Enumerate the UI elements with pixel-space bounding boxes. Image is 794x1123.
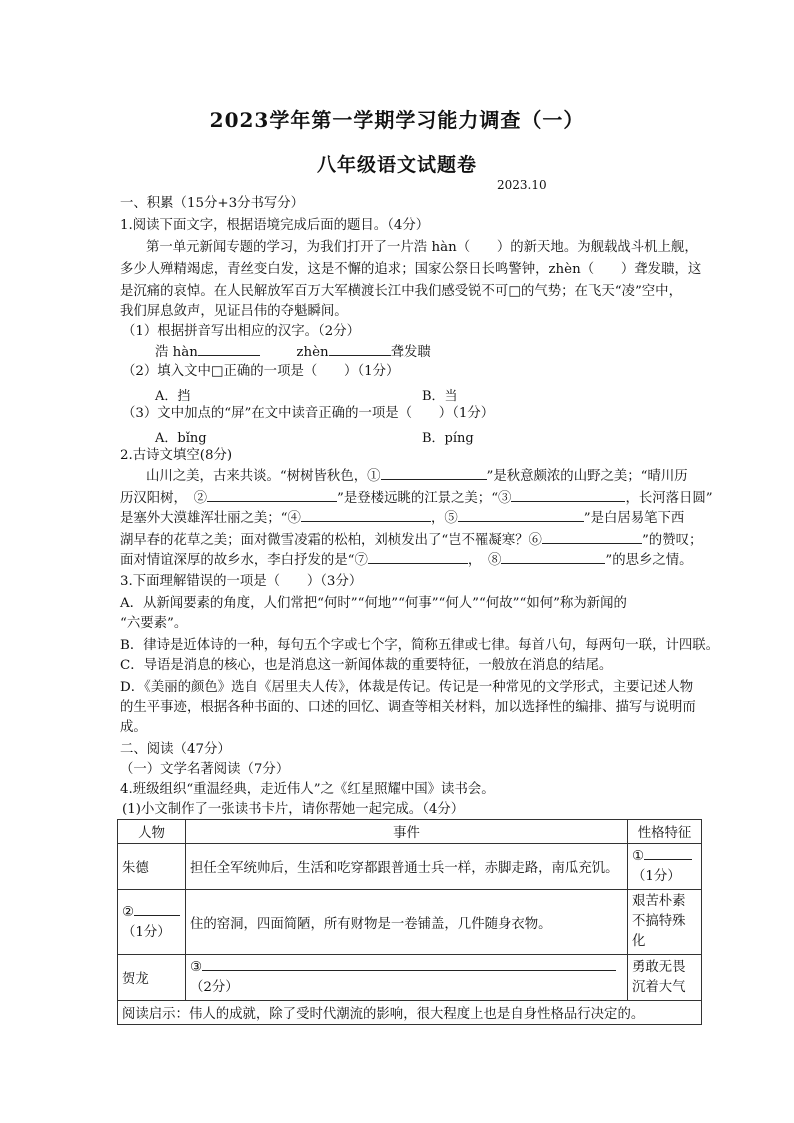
cell-trait: ① （1分） — [628, 844, 702, 890]
q1-stem: 1.阅读下面文字，根据语境完成后面的题目。（4分） — [120, 218, 430, 233]
table-footer-row — [118, 1001, 702, 1025]
q1-sub1-b-label: zhèn — [296, 345, 329, 360]
exam-date: 2023.10 — [497, 178, 547, 192]
answer-blank-1[interactable] — [644, 846, 692, 860]
q1-sub1: （1）根据拼音写出相应的汉字。（2分） — [122, 324, 360, 339]
cell-trait: 艰苦朴素 不搞特殊 化 — [628, 890, 702, 955]
cell-event: 住的窑洞，四面简陋，所有财物是一卷铺盖，几件随身衣物。 — [186, 890, 628, 955]
answer-blank-3[interactable] — [202, 957, 616, 971]
q1-sub3: （3）文中加点的“屏”在文中读音正确的一项是（ ）（1分） — [122, 406, 495, 421]
q1-sub1-answer-row — [155, 342, 431, 363]
q1-passage-line: 我们屏息敛声，见证吕伟的夺魁瞬间。 — [120, 304, 348, 319]
q3-stem: 3.下面理解错误的一项是（ ）（3分） — [120, 574, 363, 589]
q1-sub2-option-a[interactable]: A．挡 — [155, 389, 191, 404]
q4-stem: 4.班级组织“重温经典，走近伟人”之《红星照耀中国》读书会。 — [120, 782, 495, 797]
header-person: 人物 — [118, 820, 186, 844]
q1-sub1-a-label: 浩 hàn — [155, 345, 198, 360]
reading-insight: 阅读启示：伟人的成就，除了受时代潮流的影响，很大程度上也是自身性格品行决定的。 — [118, 1001, 702, 1025]
cell-event: ③ （2分） — [186, 955, 628, 1001]
exam-subtitle: 八年级语文试题卷 — [316, 154, 477, 176]
q1-sub2: （2）填入文中□正确的一项是（ ）（1分） — [122, 364, 400, 379]
q3-option-line: B．律诗是近体诗的一种，每句五个字或七个字，简称五律或七律。每首八句，每两句一联，计四联。 — [120, 638, 720, 653]
q2-blank-1[interactable] — [381, 466, 487, 480]
q1-sub1-b-blank[interactable] — [329, 342, 391, 356]
q1-sub2-option-b[interactable]: B．当 — [422, 389, 458, 404]
q2-blank-4[interactable] — [301, 508, 431, 522]
q2-blank-8[interactable] — [501, 550, 605, 564]
cell-name: 贺龙 — [118, 955, 186, 1001]
q2-line: 是塞外大漠雄浑壮丽之美；“④ ，⑤ ”是白居易笔下西 — [120, 508, 684, 529]
q3-option-line: C．导语是消息的核心，也是消息这一新闻体裁的重要特征，一般放在消息的结尾。 — [120, 658, 613, 673]
q1-sub3-option-a[interactable]: A．bǐng — [155, 431, 207, 446]
q2-blank-3[interactable] — [511, 488, 625, 502]
q2-blank-6[interactable] — [542, 530, 642, 544]
cell-name: 朱德 — [118, 844, 186, 890]
q4-sub1: (1)小文制作了一张读书卡片，请你帮她一起完成。（4分） — [122, 802, 465, 817]
q3-option-line: 的生平事迹，根据各种书面的、口述的回忆、调查等相关材料，加以选择性的编排、描写与说明而 — [120, 700, 696, 715]
exam-title: 2023学年第一学期学习能力调查（一） — [209, 108, 585, 132]
q2-stem: 2.古诗文填空(8分) — [120, 448, 233, 463]
table-row — [118, 844, 702, 890]
q1-sub1-b-suffix: 聋发聩 — [390, 345, 431, 360]
q1-sub1-a-blank[interactable] — [198, 342, 260, 356]
header-trait: 性格特征 — [628, 820, 702, 844]
cell-event: 担任全军统帅后，生活和吃穿都跟普通士兵一样，赤脚走路，南瓜充饥。 — [186, 844, 628, 890]
q2-blank-2[interactable] — [207, 488, 337, 502]
q2-line: 历汉阳树， ② ”是登楼远眺的江景之美；“③ ，长河落日圆” — [120, 488, 713, 509]
q2-blank-7[interactable] — [368, 550, 468, 564]
section1-heading: 一、积累（15分+3分书写分） — [120, 196, 305, 211]
section2-heading: 二、阅读（47分） — [120, 742, 231, 757]
q2-blank-5[interactable] — [458, 508, 584, 522]
q1-passage-line: 第一单元新闻专题的学习，为我们打开了一片浩 hàn（ ）的新天地。为舰载战斗机上舰， — [146, 240, 698, 255]
answer-blank-2[interactable] — [134, 902, 180, 916]
cell-name: ② （1分） — [118, 890, 186, 955]
q2-line: 面对情谊深厚的故乡水，李白抒发的是“⑦ ， ⑧ ”的思乡之情。 — [120, 550, 693, 571]
table-header-row — [118, 820, 702, 844]
header-event: 事件 — [186, 820, 628, 844]
q3-option-line: D．《美丽的颜色》选自《居里夫人传》，体裁是传记。传记是一种常见的文学形式，主要记述人物 — [120, 680, 694, 695]
q1-passage-line: 多少人殚精竭虑，青丝变白发，这是不懈的追求；国家公祭日长鸣警钟，zhèn（ ）聋发聩，这 — [120, 262, 702, 277]
q1-passage-line: 是沉痛的哀悼。在人民解放军百万大军横渡长江中我们感受锐不可□的气势；在飞天“凌”空中， — [120, 284, 682, 299]
q3-option-line: A．从新闻要素的角度，人们常把“何时”“何地”“何事”“何人”“何故”“如何”称为新闻的 — [120, 596, 627, 611]
q3-option-line: “六要素”。 — [120, 616, 188, 631]
reading-card-table — [117, 819, 702, 1025]
cell-trait: 勇敢无畏 沉着大气 — [628, 955, 702, 1001]
section2-part1: （一）文学名著阅读（7分） — [120, 762, 290, 777]
q1-sub3-option-b[interactable]: B．píng — [422, 431, 474, 446]
q2-line: 山川之美，古来共谈。“树树皆秋色，① ”是秋意颇浓的山野之美；“晴川历 — [146, 466, 688, 487]
q3-option-line: 成。 — [120, 720, 147, 735]
table-row — [118, 955, 702, 1001]
q2-line: 湖早春的花草之美；面对微雪凌霜的松柏，刘桢发出了“岂不罹凝寒？⑥ ”的赞叹； — [120, 530, 702, 551]
table-row — [118, 890, 702, 955]
